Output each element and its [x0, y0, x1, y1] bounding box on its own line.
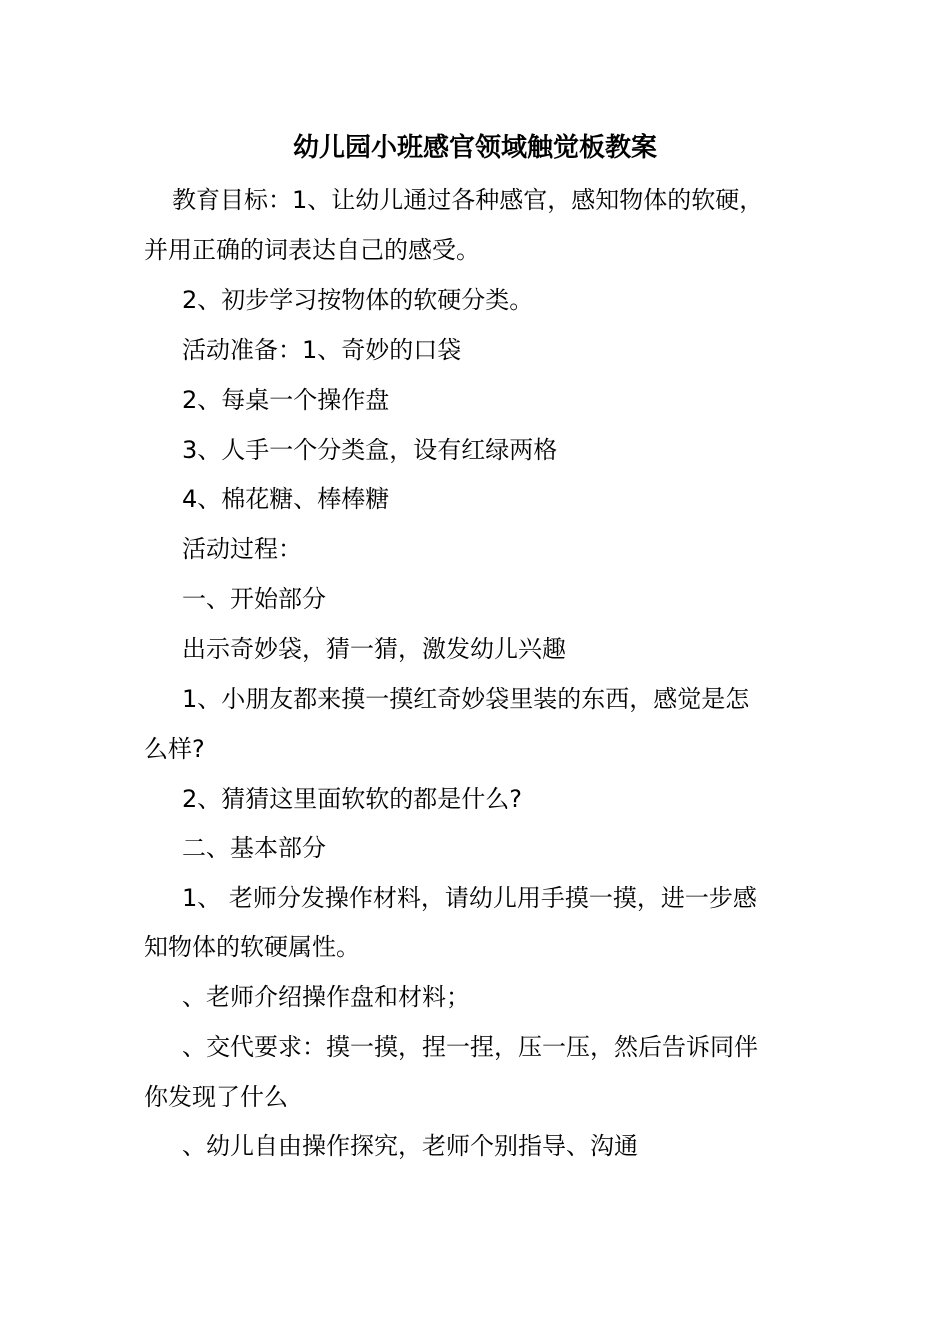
- paragraph-line: 并用正确的词表达自己的感受。: [144, 236, 480, 264]
- paragraph-line: 你发现了什么: [144, 1083, 288, 1111]
- paragraph-line: 二、基本部分: [182, 834, 326, 862]
- paragraph-line: 、交代要求：摸一摸，捏一捏，压一压，然后告诉同伴: [182, 1033, 758, 1061]
- paragraph-line: 活动过程：: [182, 535, 302, 563]
- paragraph-line: 2、每桌一个操作盘: [182, 386, 390, 414]
- paragraph-line: 、老师介绍操作盘和材料；: [182, 983, 470, 1011]
- paragraph-line: 1、 老师分发操作材料，请幼儿用手摸一摸，进一步感: [182, 884, 757, 912]
- document-title: 幼儿园小班感官领域触觉板教案: [292, 133, 657, 163]
- paragraph-line: 3、人手一个分类盒，设有红绿两格: [182, 436, 558, 464]
- paragraph-line: 活动准备：1、奇妙的口袋: [182, 336, 462, 364]
- paragraph-line: 1、小朋友都来摸一摸红奇妙袋里装的东西，感觉是怎: [182, 685, 750, 713]
- paragraph-line: 4、棉花糖、棒棒糖: [182, 485, 390, 513]
- paragraph-line: 知物体的软硬属性。: [144, 933, 360, 961]
- paragraph-line: 2、猜猜这里面软软的都是什么?: [182, 785, 523, 813]
- paragraph-line: 出示奇妙袋，猜一猜，激发幼儿兴趣: [182, 635, 566, 663]
- paragraph-line: 么样?: [144, 735, 205, 763]
- paragraph-line: 2、初步学习按物体的软硬分类。: [182, 286, 534, 314]
- paragraph-line: 、幼儿自由操作探究，老师个别指导、沟通: [182, 1132, 638, 1160]
- paragraph-line: 教育目标：1、让幼儿通过各种感官，感知物体的软硬，: [172, 186, 764, 214]
- paragraph-line: 一、开始部分: [182, 585, 326, 613]
